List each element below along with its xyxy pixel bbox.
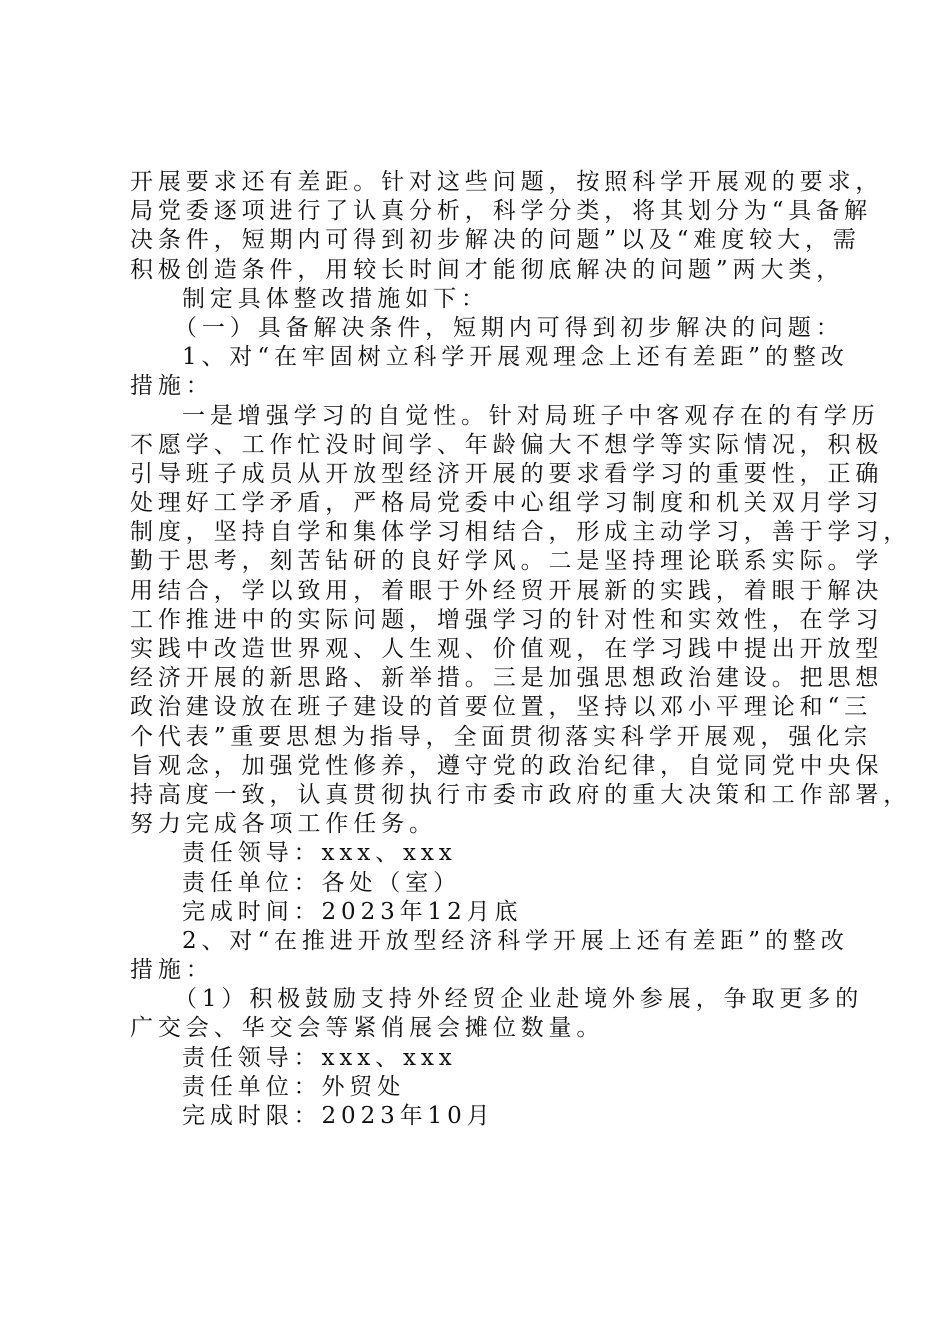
responsible-unit: 责任单位：外贸处: [182, 1073, 406, 1100]
text-line: 不愿学、工作忙没时间学、年龄偏大不想学等实际情况，积极: [130, 431, 884, 458]
responsible-unit: 责任单位：各处（室）: [182, 869, 461, 896]
text-line: 持高度一致，认真贯彻执行市委市政府的重大决策和工作部署，: [130, 781, 912, 808]
responsible-leader: 责任领导：xxx、xxx: [182, 1044, 457, 1071]
text-line: 广交会、华交会等紧俏展会摊位数量。: [130, 1015, 605, 1042]
text-line: 工作推进中的实际问题，增强学习的针对性和实效性，在学习: [130, 606, 884, 633]
text-line: 经济开展的新思路、新举措。三是加强思想政治建设。把思想: [130, 665, 884, 692]
item-heading: 1、对“在牢固树立科学开展观理念上还有差距”的整改: [182, 344, 849, 371]
text-line: 处理好工学矛盾，严格局党委中心组学习制度和机关双月学习: [130, 490, 884, 517]
text-line: 局党委逐项进行了认真分析，科学分类，将其划分为“具备解: [130, 198, 873, 225]
text-line: 制度，坚持自学和集体学习相结合，形成主动学习，善于学习，: [130, 519, 912, 546]
item-heading: 2、对“在推进开放型经济科学开展上还有差距”的整改: [182, 927, 849, 954]
item-heading-cont: 措施：: [130, 957, 214, 984]
text-line: 实践中改造世界观、人生观、价值观，在学习践中提出开放型: [130, 636, 884, 662]
text-line: 一是增强学习的自觉性。针对局班子中客观存在的有学历: [182, 402, 880, 429]
text-line: 旨观念，加强党性修养，遵守党的政治纪律，自觉同党中央保: [130, 752, 884, 779]
text-line: 政治建设放在班子建设的首要位置，坚持以邓小平理论和“三: [130, 694, 873, 721]
item-heading-cont: 措施：: [130, 373, 214, 400]
document-body: [130, 168, 912, 1131]
text-line: 积极创造条件，用较长时间才能彻底解决的问题”两大类，: [130, 256, 845, 283]
text-line: 勤于思考，刻苦钻研的良好学风。二是坚持理论联系实际。学: [130, 548, 884, 575]
text-line: 引导班子成员从开放型经济开展的要求看学习的重要性，正确: [130, 460, 884, 487]
text-line: 个代表”重要思想为指导，全面贯彻落实科学开展观，强化宗: [130, 723, 873, 750]
completion-time: 完成时间：2023年12月底: [182, 898, 523, 925]
text-line: 用结合，学以致用，着眼于外经贸开展新的实践，着眼于解决: [130, 577, 884, 604]
completion-deadline: 完成时限：2023年10月: [182, 1103, 495, 1129]
responsible-leader: 责任领导：xxx、xxx: [182, 840, 457, 867]
text-line: （1）积极鼓励支持外经贸企业赴境外参展，争取更多的: [174, 986, 864, 1013]
text-line: 努力完成各项工作任务。: [130, 811, 437, 838]
text-line: 开展要求还有差距。针对这些问题，按照科学开展观的要求，: [130, 169, 884, 195]
text-line: 制定具体整改措施如下：: [182, 285, 489, 312]
text-line: 决条件，短期内可得到初步解决的问题”以及“难度较大，需: [130, 227, 861, 254]
section-heading: （一）具备解决条件，短期内可得到初步解决的问题：: [174, 314, 844, 341]
